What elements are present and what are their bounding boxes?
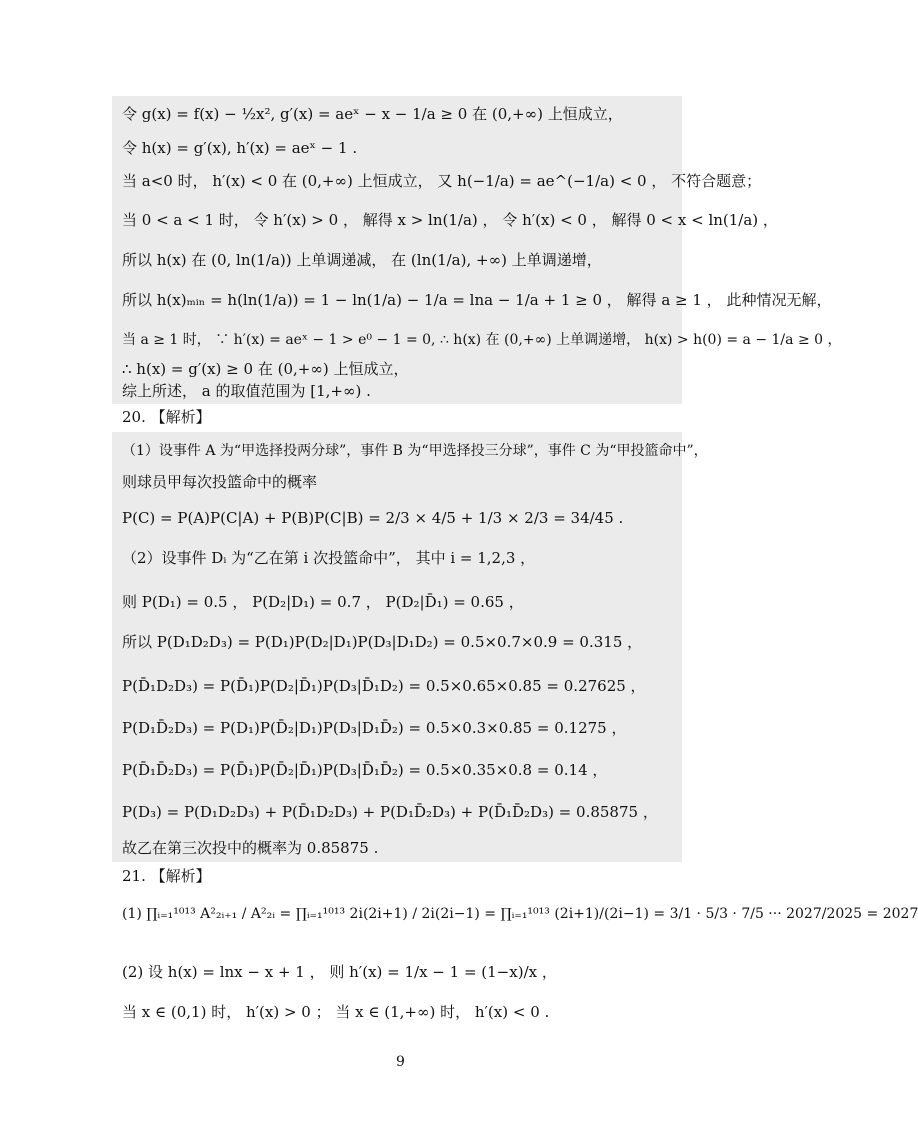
text-line: 则球员甲每次投篮命中的概率 <box>122 473 318 491</box>
text-line: 综上所述， a 的取值范围为 [1,+∞) . <box>122 382 371 400</box>
text-line: 令 h(x) = g′(x), h′(x) = aeˣ − 1 . <box>122 139 358 157</box>
text-line: 当 0 < a < 1 时， 令 h′(x) > 0 ， 解得 x > ln(1/a) ， 令 h′(x) < 0 ， 解得 0 < x < ln(1/a) ， <box>122 211 778 229</box>
text-line: 则 P(D₁) = 0.5 ， P(D₂|D₁) = 0.7 ， P(D₂|D̄₁) = 0.65 ， <box>122 593 524 611</box>
text-line: P(D₁D̄₂D₃) = P(D₁)P(D̄₂|D₁)P(D₃|D₁D̄₂) = 0.5×0.3×0.85 = 0.1275 ， <box>122 719 627 737</box>
section-heading-21: 21. 【解析】 <box>122 867 211 885</box>
text-line: (2) 设 h(x) = lnx − x + 1 ， 则 h′(x) = 1/x − 1 = (1−x)/x ， <box>122 963 557 981</box>
text-line: P(D̄₁D̄₂D₃) = P(D̄₁)P(D̄₂|D̄₁)P(D₃|D̄₁D̄₂) = 0.5×0.35×0.8 = 0.14 ， <box>122 761 608 779</box>
text-line: 当 x ∈ (0,1) 时， h′(x) > 0 ； 当 x ∈ (1,+∞) 时， h′(x) < 0 . <box>122 1003 550 1021</box>
text-line: ∴ h(x) = g′(x) ≥ 0 在 (0,+∞) 上恒成立， <box>122 360 409 378</box>
text-line: 当 a<0 时， h′(x) < 0 在 (0,+∞) 上恒成立， 又 h(−1/a) = ae^(−1/a) < 0 ， 不符合题意； <box>122 172 762 190</box>
text-line: P(D₃) = P(D₁D₂D₃) + P(D̄₁D₂D₃) + P(D₁D̄₂D₃) + P(D̄₁D̄₂D₃) = 0.85875 ， <box>122 803 658 821</box>
text-line: 令 g(x) = f(x) − ½x², g′(x) = aeˣ − x − 1/a ≥ 0 在 (0,+∞) 上恒成立， <box>122 105 623 123</box>
text-line: 故乙在第三次投中的概率为 0.85875 . <box>122 839 379 857</box>
text-line: （2）设事件 Dᵢ 为“乙在第 i 次投篮命中”， 其中 i = 1,2,3 ， <box>122 549 536 567</box>
text-line: P(D̄₁D₂D₃) = P(D̄₁)P(D₂|D̄₁)P(D₃|D̄₁D₂) = 0.5×0.65×0.85 = 0.27625 ， <box>122 677 646 695</box>
text-line: 所以 h(x)ₘᵢₙ = h(ln(1/a)) = 1 − ln(1/a) − 1/a = lna − 1/a + 1 ≥ 0 ， 解得 a ≥ 1 ， 此种情况无解， <box>122 291 832 309</box>
page-number: 9 <box>396 1054 405 1070</box>
section-heading-20: 20. 【解析】 <box>122 408 211 426</box>
text-line: 所以 h(x) 在 (0, ln(1/a)) 上单调递减， 在 (ln(1/a), +∞) 上单调递增， <box>122 251 602 269</box>
text-line: (1) ∏ᵢ₌₁¹⁰¹³ A²₂ᵢ₊₁ / A²₂ᵢ = ∏ᵢ₌₁¹⁰¹³ 2i(2i+1) / 2i(2i−1) = ∏ᵢ₌₁¹⁰¹³ (2i+1)/(2i−1) = 3/1 · 5/3 · 7/5 ··· 2027/2025 = 2027 <box>122 906 918 922</box>
text-line: 当 a ≥ 1 时， ∵ h′(x) = aeˣ − 1 > e⁰ − 1 = 0, ∴ h(x) 在 (0,+∞) 上单调递增， h(x) > h(0) = a − 1/a ≥ 0 ， <box>122 332 842 348</box>
text-line: 所以 P(D₁D₂D₃) = P(D₁)P(D₂|D₁)P(D₃|D₁D₂) = 0.5×0.7×0.9 = 0.315 ， <box>122 633 643 651</box>
text-line: （1）设事件 A 为“甲选择投两分球”，事件 B 为“甲选择投三分球”，事件 C 为“甲投篮命中”， <box>122 443 708 459</box>
text-line: P(C) = P(A)P(C|A) + P(B)P(C|B) = 2/3 × 4/5 + 1/3 × 2/3 = 34/45 . <box>122 509 624 527</box>
